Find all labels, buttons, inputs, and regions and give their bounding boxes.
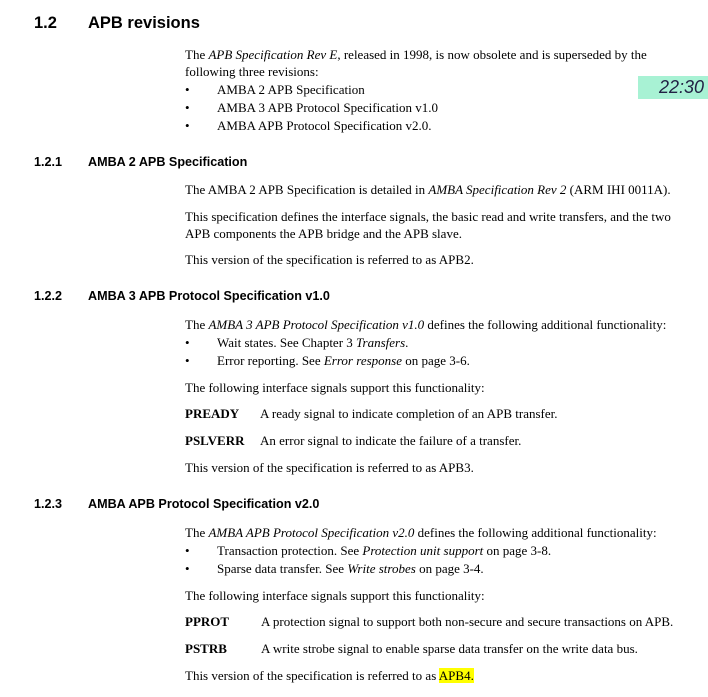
bullet-icon: • xyxy=(185,353,190,368)
signal-description: A ready signal to indicate completion of an APB transfer. xyxy=(260,406,558,421)
subsection-heading xyxy=(0,289,708,307)
subsection-title: AMBA 2 APB Specification xyxy=(88,155,248,169)
section-number: 1.2 xyxy=(34,14,57,32)
subsection-number: 1.2.3 xyxy=(34,497,63,511)
signal-name: PREADY xyxy=(185,406,240,421)
paragraph: This specification defines the interface signals, the basic read and write transfers, and the two APB components the APB bridge and the APB slave. xyxy=(185,209,671,241)
signal-name: PSLVERR xyxy=(185,433,245,448)
paragraph: The following interface signals support this functionality: xyxy=(185,380,485,395)
bullet-icon: • xyxy=(185,335,190,350)
bullet-icon: • xyxy=(185,118,190,133)
highlighted-text: APB4. xyxy=(438,668,474,683)
paragraph: The AMBA 3 APB Protocol Specification v1.0 defines the following additional functionality: xyxy=(185,317,667,332)
paragraph: The AMBA 2 APB Specification is detailed in AMBA Specification Rev 2 (ARM IHI 0011A). xyxy=(185,182,671,197)
signal-name: PSTRB xyxy=(185,641,227,656)
paragraph: The AMBA APB Protocol Specification v2.0 defines the following additional functionality: xyxy=(185,525,657,540)
paragraph: This version of the specification is referred to as APB3. xyxy=(185,460,474,475)
subsection-title: AMBA APB Protocol Specification v2.0 xyxy=(88,497,320,511)
subsection-number: 1.2.2 xyxy=(34,289,63,303)
section-title: APB revisions xyxy=(88,14,200,32)
bullet-icon: • xyxy=(185,82,190,97)
section-heading xyxy=(0,14,708,36)
signal-description: A protection signal to support both non-secure and secure transactions on APB. xyxy=(261,614,674,629)
clock-overlay: 22:30 xyxy=(638,76,708,99)
signal-description: An error signal to indicate the failure of a transfer. xyxy=(260,433,522,448)
bullet-icon: • xyxy=(185,561,190,576)
subsection-title: AMBA 3 APB Protocol Specification v1.0 xyxy=(88,289,330,303)
bullet-icon: • xyxy=(185,543,190,558)
signal-description: A write strobe signal to enable sparse data transfer on the write data bus. xyxy=(261,641,638,656)
subsection-heading xyxy=(0,497,708,515)
paragraph: The following interface signals support this functionality: xyxy=(185,588,485,603)
paragraph: The APB Specification Rev E, released in 1998, is now obsolete and is superseded by the following three revisions: xyxy=(185,47,647,79)
subsection-heading xyxy=(0,155,708,173)
signal-name: PPROT xyxy=(185,614,230,629)
paragraph: This version of the specification is referred to as APB2. xyxy=(185,252,474,267)
paragraph: This version of the specification is referred to as APB4. xyxy=(185,668,474,683)
subsection-number: 1.2.1 xyxy=(34,155,63,169)
bullet-icon: • xyxy=(185,100,190,115)
